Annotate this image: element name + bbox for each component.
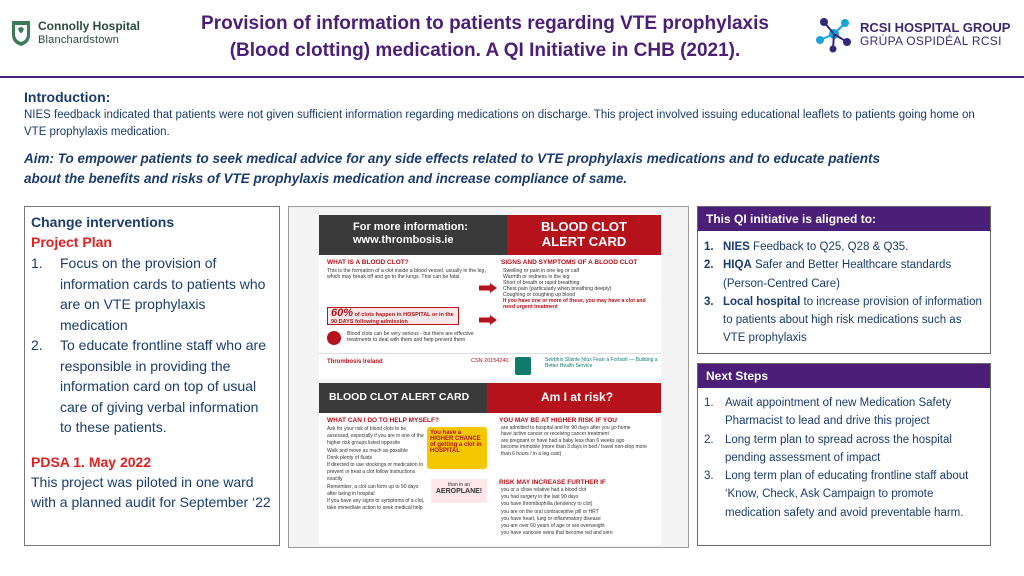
list-item-number: 1. bbox=[704, 397, 714, 409]
signs-list bbox=[503, 268, 653, 310]
card-footer bbox=[319, 353, 661, 379]
list-item-text bbox=[723, 256, 984, 293]
urgent-text: If you have one or more of these, you may have a clot and need urgent treatment bbox=[503, 298, 646, 310]
alert-card-front bbox=[319, 215, 661, 379]
rcsi-logo bbox=[814, 14, 1014, 54]
header-divider bbox=[0, 76, 1024, 78]
list-item-rest: Feedback to Q25, Q28 & Q35. bbox=[749, 241, 909, 253]
introduction-heading: Introduction: bbox=[24, 89, 111, 105]
blood-clot-alert-card-image bbox=[288, 206, 689, 548]
list-item-bold: NIES bbox=[723, 241, 750, 253]
risk-item: you had surgery in the last 90 days bbox=[501, 494, 579, 501]
what-heading: WHAT IS A BLOOD CLOT? bbox=[327, 259, 409, 266]
arrow-right-icon bbox=[479, 283, 497, 293]
help-item: Remember, a clot can form up to 90 days after being in hospital bbox=[327, 483, 419, 497]
next-steps-list bbox=[698, 388, 990, 522]
list-item bbox=[704, 431, 984, 468]
list-item bbox=[704, 293, 984, 348]
project-plan-list bbox=[31, 253, 273, 438]
risk-item: are pregnant or have had a baby less than 6 weeks ago bbox=[501, 437, 625, 444]
more-info-url: www.thrombosis.ie bbox=[353, 234, 454, 246]
rcsi-name-irish: GRÚPA OSPIDÉAL RCSI bbox=[860, 33, 1002, 48]
risk-item: you are on the oral contraceptive pill or HRT bbox=[501, 508, 599, 515]
list-item-number: 2. bbox=[704, 433, 714, 446]
help-item: If you have any signs or symptoms of a clot, take immediate action to seek medical help bbox=[327, 498, 425, 512]
list-item-text: Await appointment of new Medication Safety Pharmacist to lead and drive this project bbox=[725, 397, 952, 428]
signs-heading: SIGNS AND SYMPTOMS OF A BLOOD CLOT bbox=[501, 259, 638, 266]
alert-card-back bbox=[319, 383, 661, 545]
risk-item: you have varicose veins that become red and sore bbox=[501, 530, 613, 537]
arrow-right-icon bbox=[479, 315, 497, 325]
sign-item: Coughing or coughing up blood bbox=[503, 292, 576, 298]
hospital-crest-icon bbox=[10, 19, 32, 47]
help-item: If directed to use stockings or medication to prevent or treat a clot follow instructions exactly bbox=[327, 462, 424, 483]
list-item-bold: HIQA bbox=[723, 259, 752, 272]
list-item bbox=[31, 335, 273, 438]
risk-item: you are over 60 years of age or are overweight bbox=[501, 523, 605, 530]
list-item-rest: Safer and Better Healthcare standards (Person-Centred Care) bbox=[723, 259, 952, 290]
connolly-hospital-logo bbox=[10, 16, 140, 50]
hse-slogan: Seirbhís Sláinte Níos Fearr á Forbairt — Building a Better Health Service bbox=[545, 357, 658, 369]
stat-text: of clots happen in HOSPITAL or in the 90 DAYS following admission bbox=[331, 312, 454, 325]
card-back-title: BLOOD CLOT ALERT CARD bbox=[329, 391, 470, 403]
list-item-text: To educate frontline staff who are responsible in providing the information card on top of usual care of giving verbal information to these patients. bbox=[60, 337, 266, 435]
list-item-rest: to increase provision of information to patients about high risk medications such as VTE prophylaxis bbox=[723, 295, 982, 345]
warning-icon bbox=[327, 331, 341, 345]
list-item bbox=[704, 394, 984, 431]
more-info-label: For more information: bbox=[353, 221, 468, 233]
list-item bbox=[704, 256, 984, 293]
higher-risk-heading: YOU MAY BE AT HIGHER RISK IF YOU bbox=[499, 417, 617, 424]
card-title bbox=[529, 219, 639, 249]
project-plan-heading: Project Plan bbox=[31, 234, 112, 250]
help-list bbox=[327, 426, 425, 512]
more-info bbox=[353, 221, 468, 247]
help-heading: WHAT CAN I DO TO HELP MYSELF? bbox=[327, 417, 439, 424]
help-item: Ask for your risk of blood clots to be assessed, especially if you are in one of the higher risk groups listed opposite bbox=[327, 426, 424, 447]
qi-alignment-heading: This QI initiative is aligned to: bbox=[698, 207, 990, 231]
csn-number: CSN 20154240 bbox=[471, 358, 509, 364]
list-item-text bbox=[723, 238, 908, 256]
risk-item: you have heart, lung or inflammatory disease bbox=[501, 515, 601, 522]
qi-alignment-panel bbox=[697, 206, 991, 354]
stat-number: 60% bbox=[331, 307, 354, 319]
change-interventions-panel bbox=[24, 206, 280, 546]
risk-item: become immobile (more than 3 days in bed / travel non-stop more than 6 hours / in a leg cast) bbox=[501, 444, 647, 457]
pdsa-heading: PDSA 1. May 2022 bbox=[31, 453, 152, 470]
next-steps-heading: Next Steps bbox=[698, 364, 990, 388]
next-steps-panel bbox=[697, 363, 991, 546]
title-line-2: (Blood clotting) medication. A QI Initiative in CHB (2021). bbox=[229, 40, 741, 61]
stat-box bbox=[327, 307, 459, 325]
poster-header bbox=[0, 0, 1024, 74]
further-risk-heading: RISK MAY INCREASE FURTHER IF bbox=[499, 479, 606, 486]
risk-item: you have thrombophilia (tendency to clot) bbox=[501, 501, 593, 508]
am-i-at-risk-title: Am I at risk? bbox=[541, 390, 614, 404]
higher-risk-list bbox=[501, 425, 657, 457]
hse-logo-icon bbox=[515, 357, 531, 375]
rcsi-name-english: RCSI HOSPITAL GROUP bbox=[860, 19, 1011, 35]
list-item-number: 3. bbox=[704, 295, 714, 308]
badge-plane: AEROPLANE! bbox=[435, 488, 483, 495]
help-item: Walk and move as much as possible bbox=[327, 447, 408, 454]
aeroplane-badge bbox=[431, 479, 487, 503]
badge-than: than in an bbox=[448, 482, 470, 488]
hospital-name: Connolly Hospital bbox=[38, 19, 140, 33]
badge-text: You have a HIGHER CHANCE of getting a clot in HOSPITAL bbox=[430, 430, 482, 454]
list-item-bold: Local hospital bbox=[723, 295, 801, 308]
card-title-line-1: BLOOD CLOT bbox=[541, 219, 627, 234]
risk-item: are admitted to hospital and for 90 days after you go home bbox=[501, 425, 631, 431]
sign-item: Warmth or redness in the leg bbox=[503, 274, 570, 280]
list-item bbox=[704, 238, 984, 256]
list-item-text: Focus on the provision of information cards to patients who are on VTE prophylaxis medication bbox=[60, 255, 266, 333]
hospital-location: Blanchardstown bbox=[38, 34, 120, 46]
higher-chance-badge bbox=[427, 427, 487, 469]
list-item bbox=[704, 467, 984, 522]
sign-item: Swelling or pain in one leg or calf bbox=[503, 268, 580, 274]
what-text: This is the formation of a clot inside a blood vessel, usually in the leg, which may break off and go to the lungs. This can be fatal bbox=[327, 268, 486, 281]
introduction-text: NIES feedback indicated that patients were not given sufficient information regarding medications on discharge. This project involved issuing educational leaflets to patients going home on VTE prophylaxis medication. bbox=[24, 109, 975, 138]
sign-item: Chest pain (particularly when breathing deeply) bbox=[503, 286, 612, 292]
rcsi-network-icon bbox=[814, 14, 854, 54]
thrombosis-ireland-logo: Thrombosis Ireland bbox=[327, 359, 383, 365]
further-risk-list bbox=[501, 487, 657, 537]
risk-item: you or a close relative had a blood clot bbox=[501, 487, 587, 493]
serious-text: Blood clots can be very serious - but there are effective treatments to deal with them and help prevent them bbox=[347, 331, 474, 344]
card-title-line-2: ALERT CARD bbox=[541, 234, 627, 249]
list-item bbox=[31, 253, 273, 335]
pdsa-text: This project was piloted in one ward with a planned audit for September ‘22 bbox=[31, 473, 271, 510]
list-item-number: 3. bbox=[704, 470, 714, 483]
sign-item: Short of breath or rapid breathing bbox=[503, 280, 580, 286]
list-item-number: 2. bbox=[704, 259, 714, 272]
title-line-1: Provision of information to patients regarding VTE prophylaxis bbox=[201, 13, 769, 34]
help-item: Drink plenty of fluids bbox=[327, 454, 373, 461]
list-item-number: 1. bbox=[704, 241, 714, 253]
list-item-number: 2. bbox=[31, 337, 43, 353]
list-item-text: Long term plan to spread across the hospital pending assessment of impact bbox=[725, 433, 952, 464]
poster-title bbox=[190, 10, 780, 64]
aim-statement: Aim: To empower patients to seek medical advice for any side effects related to VTE prophylaxis medications and to educate patients about the benefits and risks of VTE prophylaxis medication and increase compliance of same. bbox=[24, 151, 880, 186]
list-item-number: 1. bbox=[31, 255, 43, 271]
risk-item: have active cancer or receiving cancer treatment bbox=[501, 431, 609, 438]
list-item-text: Long term plan of educating frontline staff about ‘Know, Check, Ask Campaign to promote medication safety and avoid preventable harm. bbox=[725, 470, 969, 519]
list-item-text bbox=[723, 293, 984, 348]
qi-alignment-list bbox=[698, 231, 990, 348]
change-interventions-heading: Change interventions bbox=[31, 214, 175, 230]
